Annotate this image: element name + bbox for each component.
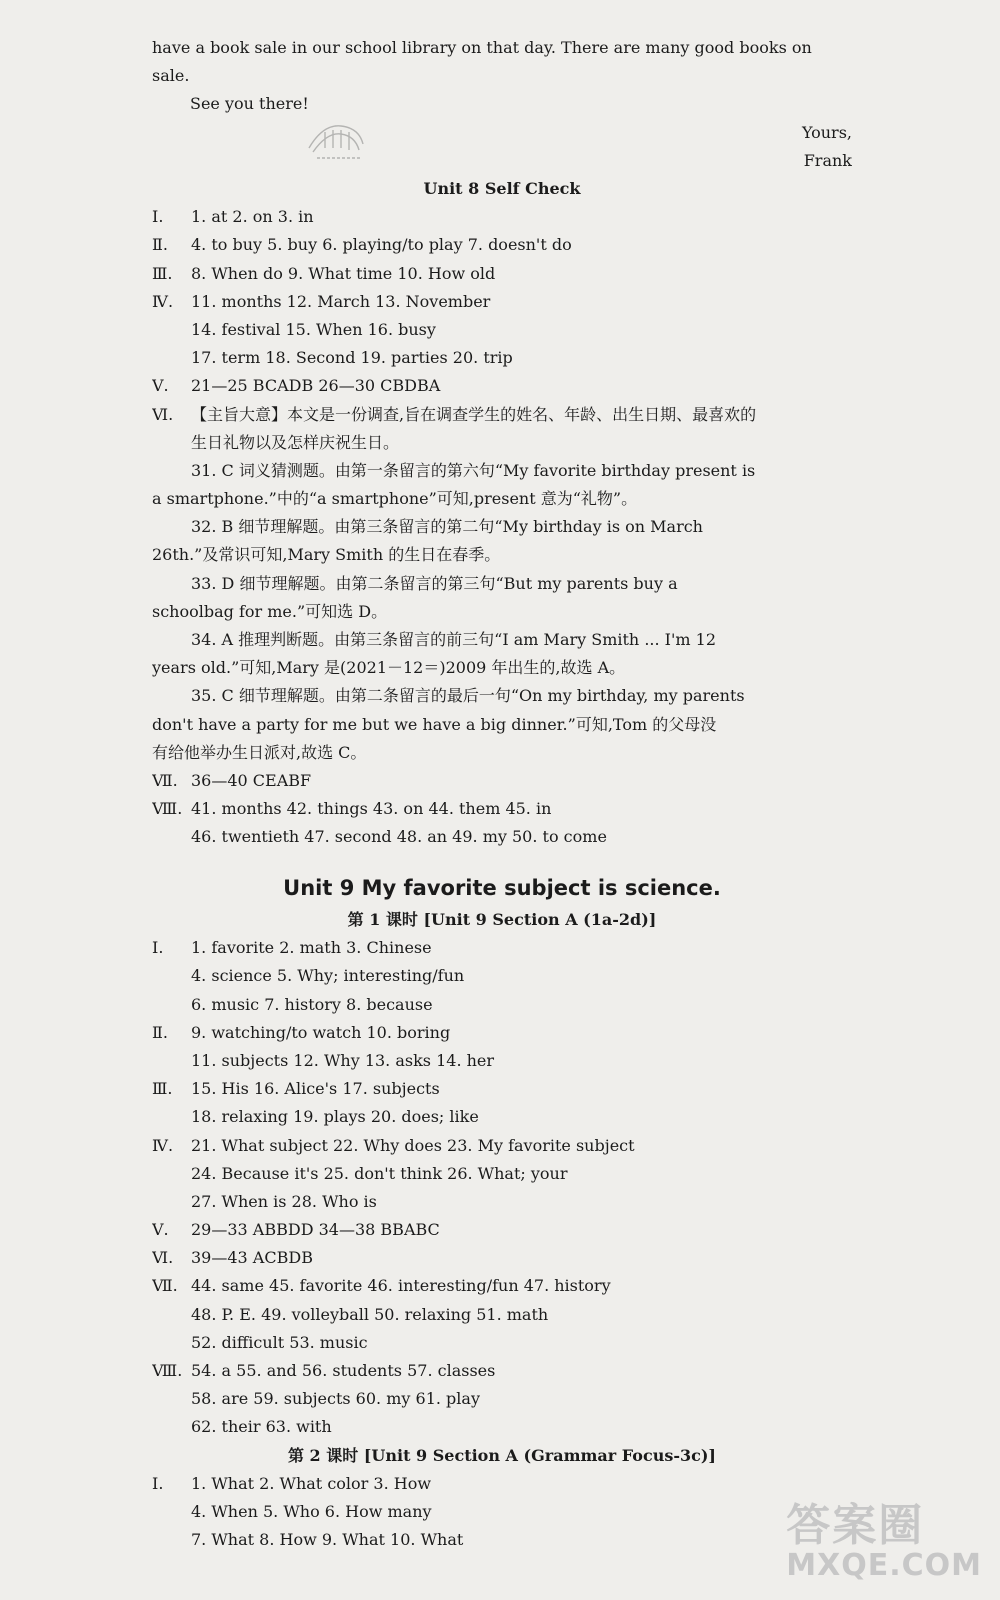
self-check-title: Unit 8 Self Check <box>423 179 581 198</box>
roman-numeral: Ⅳ. <box>152 1135 174 1155</box>
letter-yours: Yours, <box>801 122 852 142</box>
sc-section-4-line-2: 14. festival 15. When 16. busy <box>191 319 436 339</box>
u9-section-6: Ⅵ. 39—43 ACBDB <box>152 1244 852 1272</box>
q35-line-3: 有给他举办生日派对,故选 C。 <box>152 742 367 762</box>
roman-numeral: Ⅴ. <box>152 1220 169 1240</box>
u9-section-7-line-2: 48. P. E. 49. volleyball 50. relaxing 51. math <box>191 1304 549 1324</box>
roman-numeral: Ⅷ. <box>152 799 183 819</box>
q32-line-2: 26th.”及常识可知,Mary Smith 的生日在春季。 <box>152 545 501 565</box>
lesson1-title: 第 1 课时 [Unit 9 Section A (1a-2d)] <box>347 910 657 929</box>
sc-section-7: Ⅶ. 36—40 CEABF <box>152 767 852 795</box>
u9-section-1: Ⅰ. 1. favorite 2. math 3. Chinese <box>152 934 852 962</box>
u9-section-7-line-3: 52. difficult 53. music <box>191 1332 368 1352</box>
roman-numeral: Ⅳ. <box>152 291 174 311</box>
q34-line-1: 34. A 推理判断题。由第三条留言的前三句“I am Mary Smith ... I'm 12 <box>191 630 717 649</box>
u9-section-8-line-2: 58. are 59. subjects 60. my 61. play <box>191 1389 480 1409</box>
roman-numeral: Ⅵ. <box>152 404 174 424</box>
roman-numeral: Ⅷ. <box>152 1361 183 1380</box>
u9-section-4-line-2: 24. Because it's 25. don't think 26. What; your <box>191 1163 568 1183</box>
u9-section-1-line-2: 4. science 5. Why; interesting/fun <box>191 966 465 986</box>
sc-section-1: Ⅰ. 1. at 2. on 3. in <box>152 203 852 231</box>
sc-section-8-line-2: 46. twentieth 47. second 48. an 49. my 50. to come <box>191 827 607 847</box>
u9-section-7: Ⅶ. 44. same 45. favorite 46. interesting/fun 47. history <box>152 1272 852 1300</box>
letter-paragraph-line-2: sale. <box>152 66 190 86</box>
u9-section-2: Ⅱ. 9. watching/to watch 10. boring <box>152 1019 852 1047</box>
roman-numeral: Ⅵ. <box>152 1248 174 1268</box>
u9-section-4: Ⅳ. 21. What subject 22. Why does 23. My favorite subject <box>152 1132 852 1160</box>
letter-signature: Frank <box>803 150 852 170</box>
sc-section-6-summary-2: 生日礼物以及怎样庆祝生日。 <box>191 432 400 452</box>
letter-paragraph-line-1: have a book sale in our school library on that day. There are many good books on <box>152 38 812 57</box>
roman-numeral: Ⅴ. <box>152 376 169 396</box>
q35-line-1: 35. C 细节理解题。由第二条留言的最后一句“On my birthday, my parents <box>191 686 745 706</box>
l2-section-1-line-2: 4. When 5. Who 6. How many <box>191 1501 432 1521</box>
q33-line-1: 33. D 细节理解题。由第二条留言的第三句“But my parents buy a <box>191 573 678 593</box>
u9-section-8-line-3: 62. their 63. with <box>191 1417 332 1437</box>
u9-section-3: Ⅲ. 15. His 16. Alice's 17. subjects <box>152 1075 852 1103</box>
q31-line-1: 31. C 词义猜测题。由第一条留言的第六句“My favorite birthday present is <box>191 460 756 480</box>
roman-numeral: Ⅰ. <box>152 938 164 958</box>
sc-section-4-line-3: 17. term 18. Second 19. parties 20. trip <box>191 348 513 368</box>
sc-section-5: Ⅴ. 21—25 BCADB 26—30 CBDBA <box>152 372 852 400</box>
site-watermark <box>786 1502 982 1582</box>
u9-section-1-line-3: 6. music 7. history 8. because <box>191 994 433 1014</box>
u9-section-4-line-3: 27. When is 28. Who is <box>191 1191 377 1211</box>
roman-numeral: Ⅶ. <box>152 770 178 790</box>
u9-section-3-line-2: 18. relaxing 19. plays 20. does; like <box>191 1107 479 1127</box>
l2-section-1-line-3: 7. What 8. How 9. What 10. What <box>191 1530 464 1550</box>
sc-section-2: Ⅱ. 4. to buy 5. buy 6. playing/to play 7. doesn't do <box>152 231 852 259</box>
roman-numeral: Ⅰ. <box>152 207 164 227</box>
q31-line-2: a smartphone.”中的“a smartphone”可知,present 意为“礼物”。 <box>152 489 638 509</box>
u9-section-8: Ⅷ. 54. a 55. and 56. students 57. classes <box>152 1357 852 1385</box>
u9-section-5: Ⅴ. 29—33 ABBDD 34—38 BBABC <box>152 1216 852 1244</box>
u9-section-2-line-2: 11. subjects 12. Why 13. asks 14. her <box>191 1050 495 1070</box>
q33-line-2: schoolbag for me.”可知选 D。 <box>152 601 388 621</box>
watermark-logo-text: 答案圈 <box>786 1500 925 1551</box>
roman-numeral: Ⅱ. <box>152 235 168 255</box>
unit8-self-check <box>152 175 852 852</box>
unit9-section <box>152 870 852 1554</box>
roman-numeral: Ⅲ. <box>152 263 173 283</box>
roman-numeral: Ⅰ. <box>152 1473 164 1493</box>
sc-section-8: Ⅷ. 41. months 42. things 43. on 44. them 45. in <box>152 795 852 823</box>
sc-section-4: Ⅳ. 11. months 12. March 13. November <box>152 288 852 316</box>
q35-line-2: don't have a party for me but we have a big dinner.”可知,Tom 的父母没 <box>152 714 717 734</box>
lesson2-title: 第 2 课时 [Unit 9 Section A (Grammar Focus-3c)] <box>287 1445 716 1465</box>
letter-ending <box>152 34 852 175</box>
roman-numeral: Ⅲ. <box>152 1079 173 1099</box>
sc-section-3: Ⅲ. 8. When do 9. What time 10. How old <box>152 260 852 288</box>
watermark-url: MXQE.COM <box>786 1548 982 1583</box>
sc-section-6: Ⅵ. 【主旨大意】本文是一份调查,旨在调查学生的姓名、年龄、出生日期、最喜欢的 <box>152 401 852 429</box>
roman-numeral: Ⅶ. <box>152 1276 178 1296</box>
letter-closing: See you there! <box>190 94 309 114</box>
roman-numeral: Ⅱ. <box>152 1022 168 1042</box>
l2-section-1: Ⅰ. 1. What 2. What color 3. How <box>152 1470 852 1498</box>
q32-line-1: 32. B 细节理解题。由第三条留言的第二句“My birthday is on March <box>191 517 703 537</box>
q34-line-2: years old.”可知,Mary 是(2021－12＝)2009 年出生的,故选 A。 <box>152 658 626 678</box>
unit9-title: Unit 9 My favorite subject is science. <box>283 876 721 900</box>
